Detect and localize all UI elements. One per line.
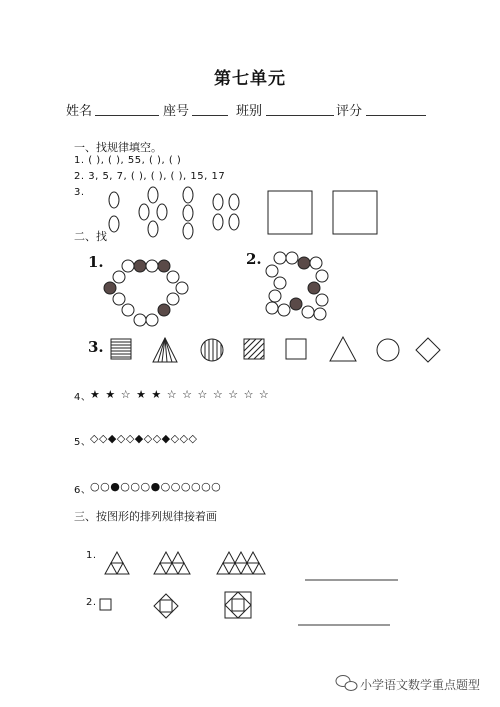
oval-group-3 <box>183 187 193 239</box>
draw-1-number: 1. <box>86 550 97 561</box>
answer-box-1 <box>268 191 312 234</box>
question-3-number: 3. <box>74 187 85 198</box>
section-2-heading: 二、找 <box>74 230 107 243</box>
score-label: 评分 <box>336 104 363 119</box>
answer-box-2 <box>333 191 377 234</box>
question-6-label: 6、 <box>74 485 92 496</box>
section-1-heading: 一、找规律填空。 <box>74 141 162 154</box>
triangle-pattern-1 <box>105 552 265 574</box>
diamond-sequence: ◇◇◆◇◇◆◇◇◆◇◇◇ <box>90 432 198 445</box>
question-1-text: 1. ( ), ( ), 55, ( ), ( ) <box>74 155 182 166</box>
oval-group-4 <box>213 194 239 230</box>
square-pattern-2 <box>100 592 251 618</box>
pattern-3-number: 3. <box>88 338 104 356</box>
circle-sequence: ○○●○○○●○○○○○○ <box>90 480 222 493</box>
seat-label: 座号 <box>163 104 190 119</box>
name-label: 姓名 <box>66 104 93 119</box>
page-title: 第七单元 <box>214 69 286 89</box>
question-2-text: 2. 3, 5, 7, ( ), ( ), ( ), 15, 17 <box>74 171 226 182</box>
star-sequence: ★ ★ ☆ ★ ★ ☆ ☆ ☆ ☆ ☆ ☆ ☆ <box>90 388 270 401</box>
question-5-label: 5、 <box>74 437 92 448</box>
class-label: 班别 <box>236 104 263 119</box>
bead-pattern-1 <box>104 260 188 326</box>
oval-group-2 <box>139 187 167 237</box>
shape-row <box>111 337 440 362</box>
pattern-1-number: 1. <box>88 253 104 271</box>
pattern-2-number: 2. <box>246 250 262 268</box>
wechat-icon <box>336 676 357 691</box>
bead-pattern-2 <box>266 252 328 320</box>
oval-group-1 <box>109 192 119 232</box>
section-3-heading: 三、按图形的排列规律接着画 <box>74 510 217 523</box>
question-4-label: 4、 <box>74 392 92 403</box>
watermark-text: 小学语文数学重点题型 <box>360 678 481 692</box>
draw-2-number: 2. <box>86 597 97 608</box>
